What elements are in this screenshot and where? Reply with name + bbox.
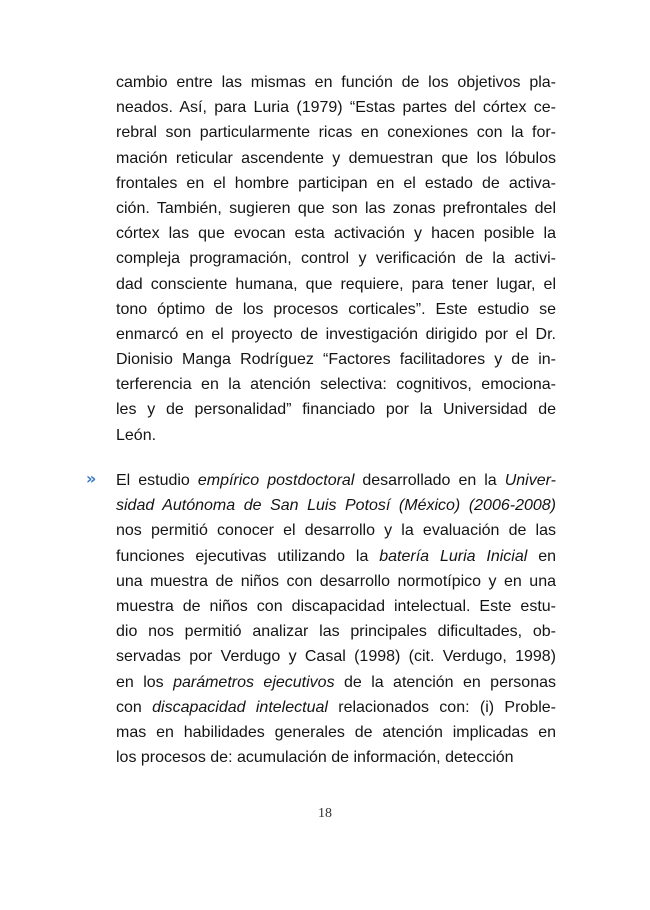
text-line (116, 272, 556, 297)
text-line (116, 70, 556, 95)
italic-text: empírico postdoctoral (197, 472, 355, 489)
text-run: muestra de niños con discapacidad intelectual. Este estu- (116, 597, 556, 615)
text-line (116, 619, 556, 644)
text-run: rebral son particularmente ricas en conexiones con la for- (116, 124, 556, 142)
text-run: cambio entre las mismas en función de los objetivos pla- (116, 74, 556, 91)
page-number: 18 (318, 806, 332, 821)
text-line (116, 397, 556, 422)
text-line (116, 518, 556, 543)
text-line (116, 322, 556, 347)
text-run: dad consciente humana, que requiere, para tener lugar, el (116, 275, 556, 293)
text-run: servadas por Verdugo y Casal (1998) (cit. Verdugo, 1998) (116, 648, 556, 666)
text-run: Dionisio Manga Rodríguez “Factores facilitadores y de in- (116, 351, 556, 369)
text-line (116, 146, 556, 171)
text-line (116, 423, 556, 448)
text-line (116, 544, 556, 569)
text-run: en (527, 547, 557, 565)
text-run: ción. También, sugieren que son las zonas prefrontales del (116, 199, 556, 217)
text-line (116, 468, 556, 493)
text-line (116, 594, 556, 619)
text-run: en los (116, 673, 174, 691)
text-line (116, 196, 556, 221)
text-run: mas en habilidades generales de atención implicadas en (116, 723, 556, 741)
text-line (116, 670, 556, 695)
text-line (116, 644, 556, 669)
text-run: compleja programación, control y verificación de la activi- (116, 250, 556, 268)
text-run: enmarcó en el proyecto de investigación dirigido por el Dr. (116, 325, 556, 343)
text-run: relacionados con: (i) Proble- (327, 698, 557, 716)
text-line (116, 95, 556, 120)
double-chevron-bullet-icon: » (86, 469, 97, 488)
text-run: desarrollado en la (354, 472, 505, 489)
text-line (116, 720, 556, 745)
text-run: terferencia en la atención selectiva: cognitivos, emociona- (116, 376, 556, 394)
text-line (116, 221, 556, 246)
italic-text: batería Luria Inicial (379, 547, 528, 565)
italic-text: discapacidad intelectual (152, 698, 328, 716)
italic-text: Univer- (504, 472, 556, 489)
text-line (116, 297, 556, 322)
text-run: León. (116, 426, 157, 444)
text-line (116, 347, 556, 372)
text-line (116, 372, 556, 397)
text-line (116, 493, 556, 518)
text-run: funciones ejecutivas utilizando la (116, 547, 380, 565)
italic-text: parámetros ejecutivos (173, 673, 335, 691)
text-run: neados. Así, para Luria (1979) “Estas partes del córtex ce- (116, 99, 556, 117)
text-run: les y de personalidad” financiado por la Universidad de (116, 401, 556, 419)
text-run: con (116, 698, 153, 716)
text-run: los procesos de: acumulación de información, detección (116, 749, 514, 767)
text-run: una muestra de niños con desarrollo normotípico y en una (116, 572, 556, 590)
text-run: frontales en el hombre participan en el estado de activa- (116, 174, 556, 192)
text-run: El estudio (116, 472, 198, 489)
text-run: nos permitió conocer el desarrollo y la evaluación de las (116, 522, 556, 540)
text-line (116, 246, 556, 271)
text-line (116, 695, 556, 720)
paragraph-1 (116, 70, 556, 448)
text-run: de la atención en personas (334, 673, 556, 691)
text-line (116, 171, 556, 196)
text-run: dio nos permitió analizar las principales dificultades, ob- (116, 623, 556, 641)
text-run: tono óptimo de los procesos corticales”. Este estudio se (116, 300, 556, 318)
italic-text: sidad Autónoma de San Luis Potosí (México) (2006-2008) (116, 497, 556, 515)
text-line (116, 569, 556, 594)
text-line (116, 745, 556, 770)
text-run: mación reticular ascendente y demuestran que los lóbulos (116, 149, 556, 167)
text-run: córtex las que evocan esta activación y hacen posible la (116, 225, 556, 243)
paragraph-2-bullet-item (116, 468, 556, 770)
text-line (116, 120, 556, 145)
